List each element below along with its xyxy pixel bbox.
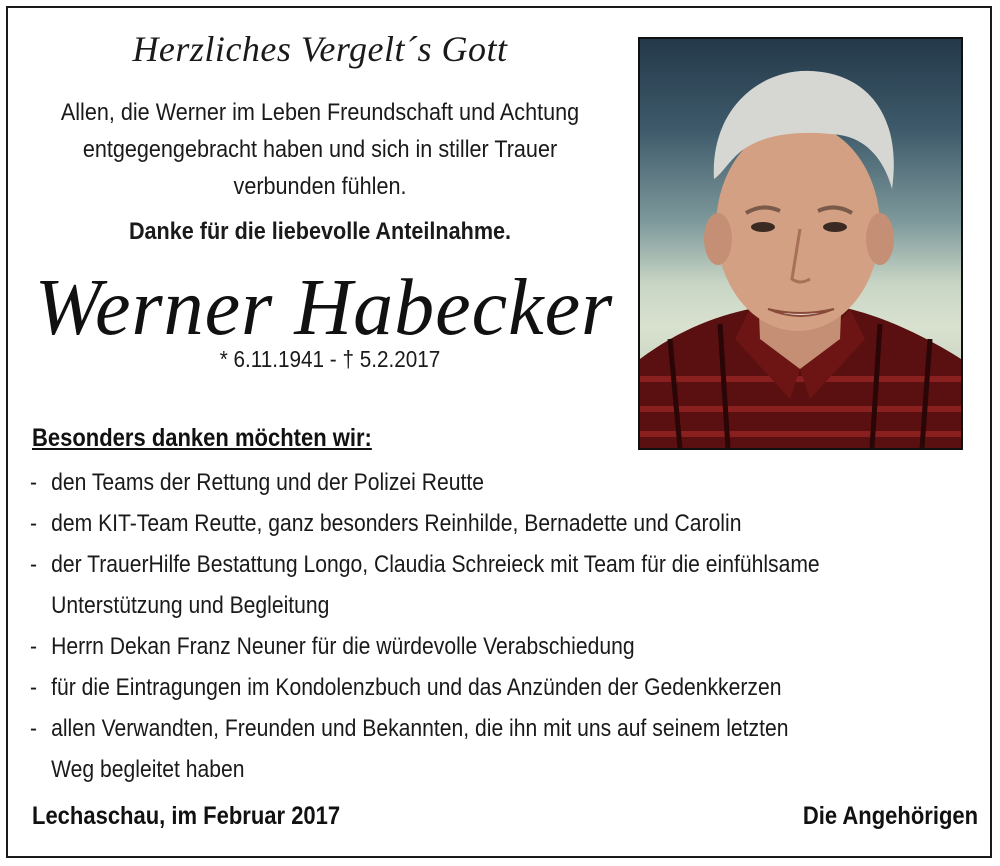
list-item-text: [51, 626, 963, 667]
list-item-text: [51, 708, 963, 790]
list-item-line: den Teams der Rettung und der Polizei Reutte: [51, 469, 484, 496]
list-item-line: für die Eintragungen im Kondolenzbuch und das Anzünden der Gedenkkerzen: [51, 674, 782, 701]
intro-line: Allen, die Werner im Leben Freundschaft und Achtung: [60, 99, 580, 126]
intro-line: verbunden fühlen.: [233, 173, 407, 200]
list-item-text: [51, 503, 963, 544]
portrait-photo: [638, 37, 963, 450]
list-dash: -: [30, 469, 38, 496]
signature: Die Angehörigen: [802, 802, 978, 830]
list-item: [30, 462, 963, 503]
list-item-text: [51, 462, 963, 503]
place-date: Lechaschau, im Februar 2017: [32, 802, 341, 830]
life-dates: * 6.11.1941 - † 5.2.2017: [219, 346, 441, 372]
list-dash: -: [30, 715, 38, 742]
list-item-line: Unterstützung und Begleitung: [51, 592, 330, 619]
intro-text: [50, 94, 590, 205]
list-item: [30, 667, 963, 708]
list-item-line: allen Verwandten, Freunden und Bekannten, die ihn mit uns auf seinem letzten: [51, 715, 789, 742]
list-item-text: [51, 667, 963, 708]
list-dash: -: [30, 510, 38, 537]
list-item-line: dem KIT-Team Reutte, ganz besonders Reinhilde, Bernadette und Carolin: [51, 510, 742, 537]
heading: Herzliches Vergelt´s Gott: [132, 29, 508, 69]
list-dash: -: [30, 551, 38, 578]
list-item-line: Weg begleitet haben: [51, 756, 245, 783]
list-dash: -: [30, 633, 38, 660]
list-dash: -: [30, 674, 38, 701]
list-item-text: [51, 544, 963, 626]
intro-line: entgegengebracht haben und sich in stiller Trauer: [82, 136, 558, 163]
list-item-line: Herrn Dekan Franz Neuner für die würdevolle Verabschiedung: [51, 633, 635, 660]
list-item: [30, 544, 963, 626]
list-item-line: der TrauerHilfe Bestattung Longo, Claudia Schreieck mit Team für die einfühlsame: [51, 551, 820, 578]
gratitude-title: Besonders danken möchten wir:: [32, 424, 372, 452]
deceased-name: Werner Habecker: [34, 264, 614, 352]
portrait-illustration: [640, 39, 961, 448]
thanks-line: Danke für die liebevolle Anteilnahme.: [128, 218, 512, 245]
gratitude-list: [30, 462, 970, 790]
list-item: [30, 503, 963, 544]
list-item: [30, 626, 963, 667]
list-item: [30, 708, 963, 790]
